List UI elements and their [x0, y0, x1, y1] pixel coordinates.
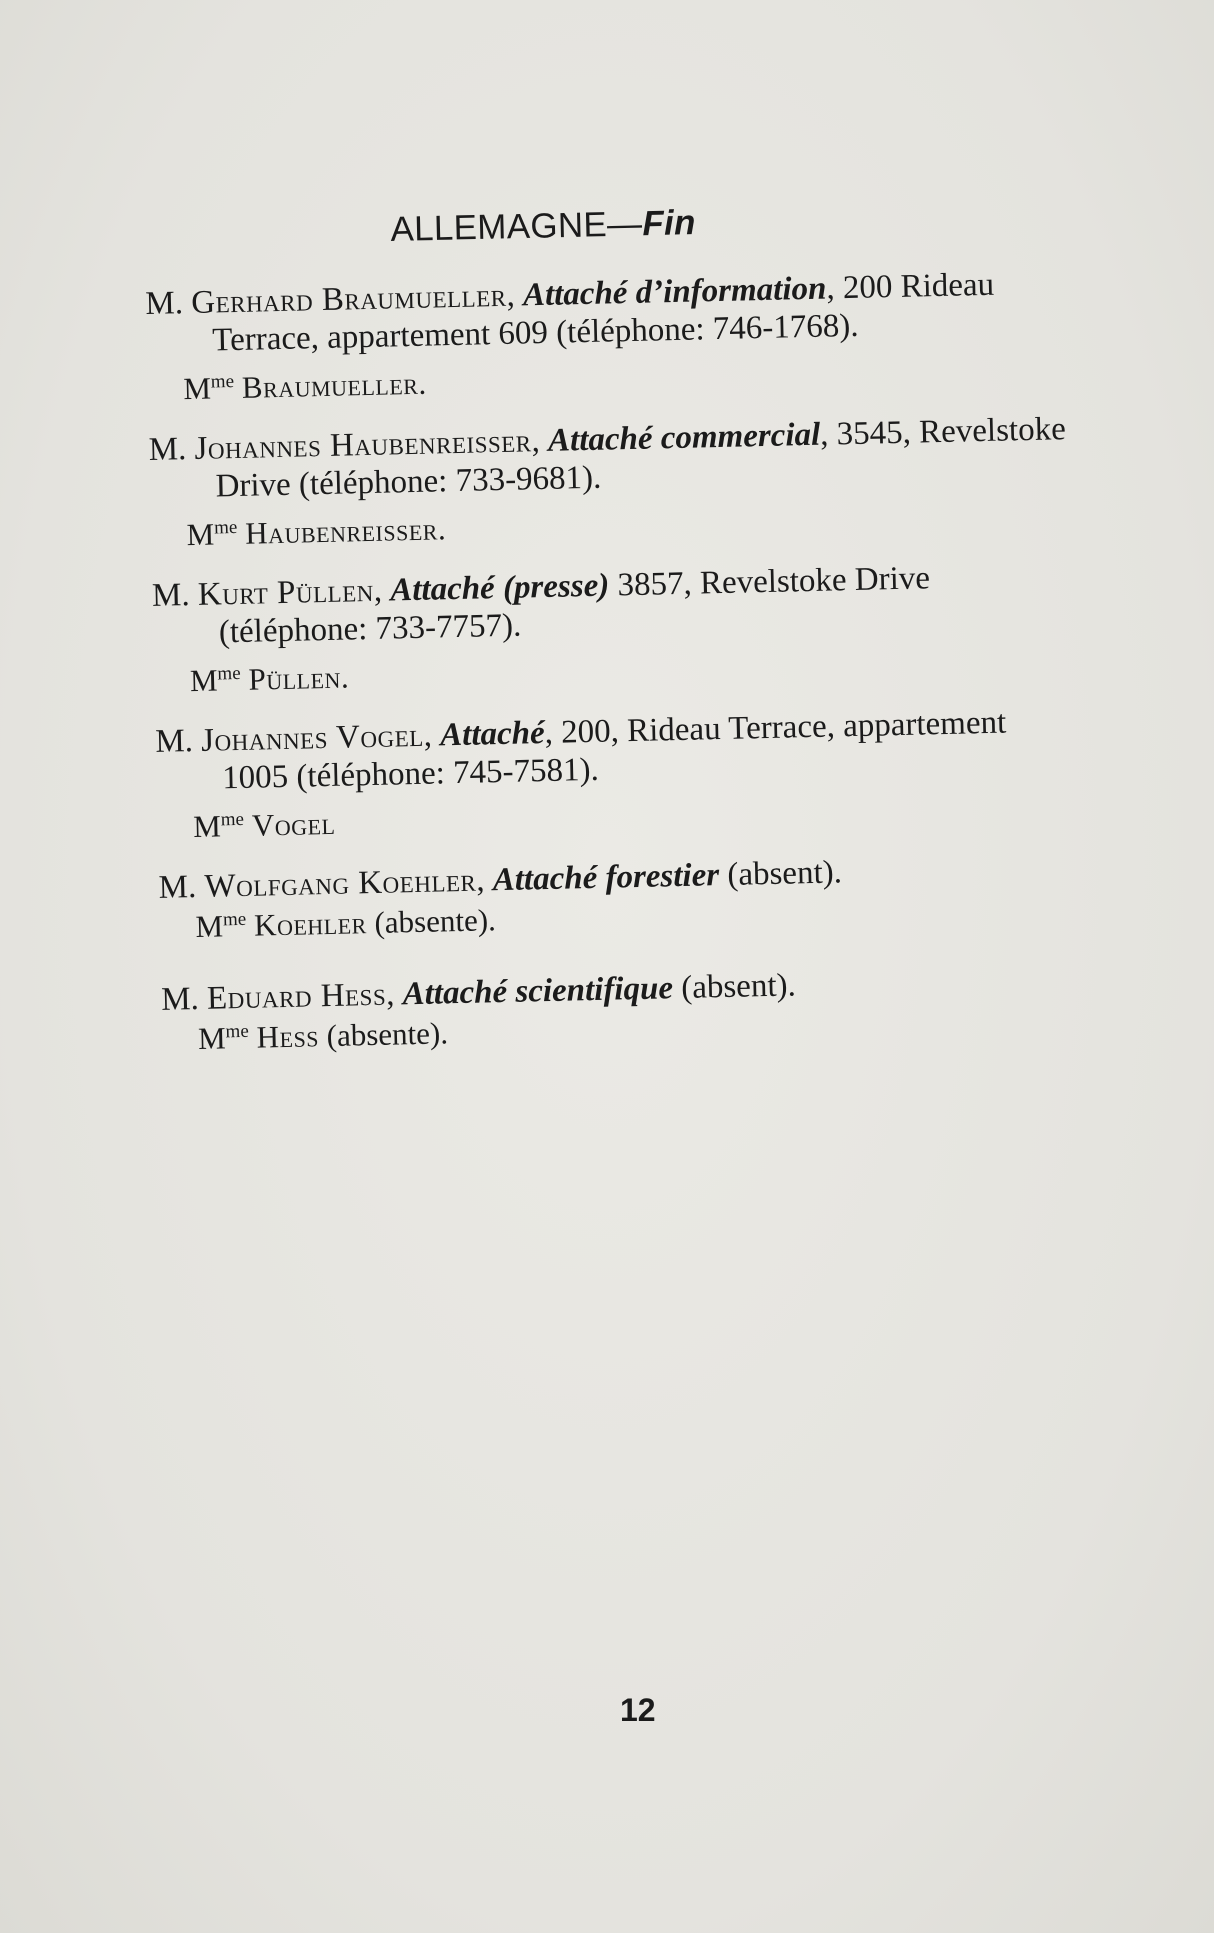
spouse-line: [147, 350, 1068, 409]
spouse-name: Koehler: [253, 905, 368, 943]
spouse-title-sup: me: [222, 908, 247, 931]
person-role: Attaché: [439, 715, 546, 754]
entry-prefix: M.: [160, 980, 200, 1018]
page-number: 12: [620, 1692, 656, 1728]
entry-prefix: M.: [148, 431, 187, 468]
spouse-line: [157, 788, 1078, 847]
person-address: , 3545, Revelstoke Drive (téléphone: 733-9681).: [215, 411, 1067, 505]
person-name: Johannes Vogel: [200, 717, 425, 759]
entry-line: M. Eduard Hess, Attaché scientifique (absent).: [160, 967, 797, 1018]
list-item: [155, 702, 1078, 847]
diplomat-list: [145, 264, 1083, 1081]
spouse-name: Püllen: [248, 659, 342, 697]
spouse-suffix: (absente).: [318, 1015, 449, 1054]
person-name: Wolfgang Koehler: [204, 862, 477, 905]
entry-line: M. Johannes Haubenreisser, Attaché commercial, 3545, Revelstoke Drive (téléphone: 733-9681).: [148, 411, 1067, 505]
section-heading: [390, 203, 696, 250]
spouse-title: M: [186, 516, 215, 553]
entry-prefix: M.: [145, 285, 184, 322]
list-item: [152, 556, 1075, 701]
person-name: Kurt Püllen: [197, 572, 375, 613]
person-role: Attaché forestier: [492, 857, 720, 899]
spouse-title-sup: me: [213, 516, 238, 539]
list-item: [161, 960, 1083, 1059]
country-name: ALLEMAGNE—: [390, 204, 643, 249]
spouse-name: Braumueller: [241, 365, 419, 405]
person-name: Eduard Hess: [206, 976, 387, 1017]
spouse-title: M: [182, 370, 212, 407]
spouse-title: M: [189, 662, 218, 699]
spouse-suffix: .: [340, 659, 349, 695]
spouse-title-sup: me: [217, 662, 241, 685]
spouse-title-sup: me: [220, 808, 245, 831]
spouse-title-sup: me: [210, 371, 235, 393]
person-role: Attaché scientifique: [402, 970, 674, 1013]
spouse-name: Haubenreisser: [244, 511, 439, 551]
person-address: , 200 Rideau Terrace, appartement 609 (téléphone: 746-1768).: [211, 266, 995, 359]
entry-prefix: M.: [151, 577, 191, 614]
person-role: Attaché (presse): [389, 567, 610, 609]
spouse-suffix: .: [417, 365, 427, 401]
entry-prefix: M.: [158, 868, 197, 906]
person-name: Gerhard Braumueller: [190, 277, 507, 321]
person-name: Johannes Haubenreisser: [194, 423, 532, 467]
spouse-name: Vogel: [251, 805, 336, 843]
spouse-line: [150, 496, 1071, 555]
entry-line: M. Johannes Vogel, Attaché, 200, Rideau Terrace, appartement 1005 (téléphone: 745-7581).: [154, 704, 1007, 797]
person-address: , 200, Rideau Terrace, appartement 1005 (téléphone: 745-7581).: [221, 704, 1007, 797]
list-item: [148, 410, 1071, 555]
list-item: [145, 264, 1068, 409]
person-role: Attaché commercial: [547, 416, 821, 459]
heading-suffix: Fin: [641, 203, 697, 244]
spouse-line: [154, 642, 1075, 701]
person-role: Attaché d’information: [522, 270, 827, 314]
spouse-title: M: [192, 808, 222, 845]
spouse-title: M: [195, 908, 224, 945]
entry-line: M. Gerhard Braumueller, Attaché d’information, 200 Rideau Terrace, appartement 609 (téléphone: 746-1768).: [145, 266, 995, 359]
spouse-title: M: [197, 1020, 227, 1056]
entry-line: M. Kurt Püllen, Attaché (presse) 3857, Revelstoke Drive (téléphone: 733-7757).: [151, 560, 931, 651]
entry-line: M. Wolfgang Koehler, Attaché forestier (absent).: [158, 854, 843, 906]
person-address: (absent).: [672, 967, 797, 1007]
spouse-title-sup: me: [225, 1020, 249, 1043]
person-address: (absent).: [718, 854, 843, 894]
entry-prefix: M.: [154, 723, 194, 760]
spouse-suffix: (absente).: [366, 902, 497, 941]
person-address: 3857, Revelstoke Drive (téléphone: 733-7757).: [218, 560, 931, 651]
spouse-name: Hess: [256, 1018, 320, 1055]
spouse-suffix: .: [437, 511, 446, 547]
list-item: [158, 848, 1080, 947]
